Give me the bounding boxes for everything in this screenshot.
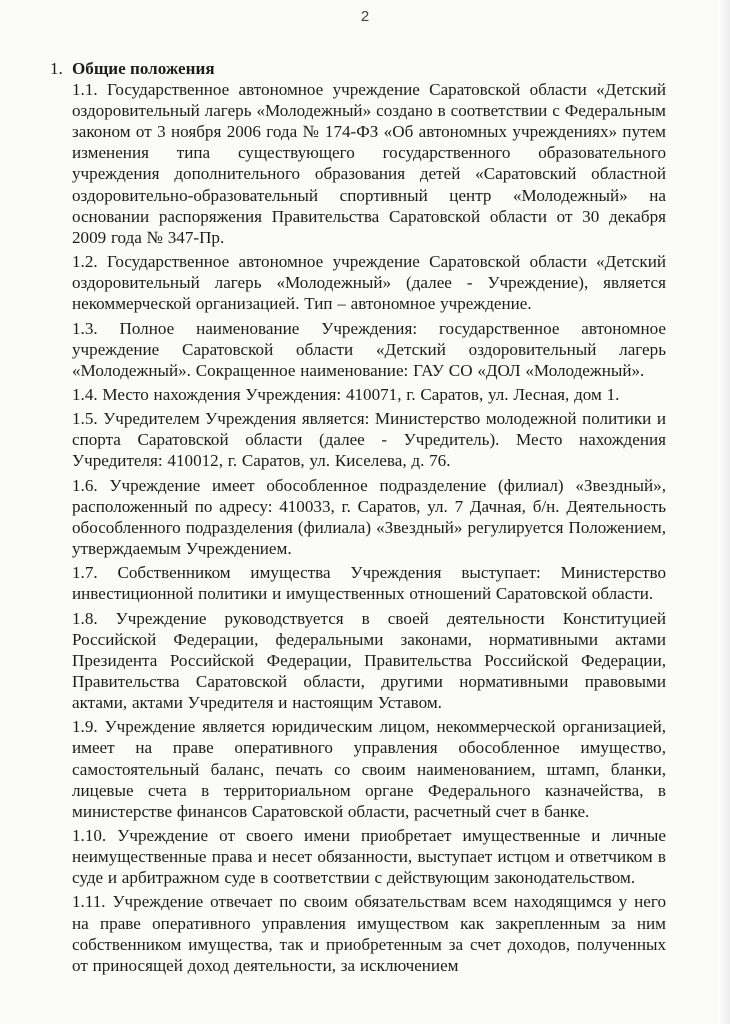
section-number: 1.: [50, 59, 63, 78]
paragraph-1-6: 1.6. Учреждение имеет обособленное подразделение (филиал) «Звездный», расположенный по адресу: 410033, г. Саратов, ул. 7 Дачная, б/н. Деятельность обособленного подразделения (филиала) «Звездный» регулируется Положением, утверждаемым Учреждением.: [72, 475, 666, 558]
paragraph-1-4: 1.4. Место нахождения Учреждения: 410071, г. Саратов, ул. Лесная, дом 1.: [72, 384, 620, 404]
paragraph-1-9: 1.9. Учреждение является юридическим лицом, некоммерческой организацией, имеет на праве оперативного управления обособленное имущество, самостоятельный баланс, печать со своим наименованием, штамп, бланки, лицевые счета в территориальном органе Федерального казначейства, в министерстве финансов Саратовской области, расчетный счет в банке.: [72, 717, 666, 821]
paragraph-1-3: 1.3. Полное наименование Учреждения: государственное автономное учреждение Саратовской области «Детский оздоровительный лагерь «Молодежный». Сокращенное наименование: ГАУ СО «ДОЛ «Молодежный».: [72, 318, 666, 380]
paragraph-1-2: 1.2. Государственное автономное учреждение Саратовской области «Детский оздоровительный лагерь «Молодежный» (далее - Учреждение), является некоммерческой организацией. Тип – автономное учреждение.: [72, 252, 666, 314]
document-body: [50, 58, 666, 979]
page-number: 2: [360, 8, 370, 25]
paragraph-1-10: 1.10. Учреждение от своего имени приобретает имущественные и личные неимущественные права и несет обязанности, выступает истцом и ответчиком в суде и арбитражном суде в соответствии с действующим законодательством.: [72, 825, 666, 888]
paragraph-1-7: 1.7. Собственником имущества Учреждения выступает: Министерство инвестиционной политики и имущественных отношений Саратовской области.: [72, 563, 666, 604]
paragraph-1-1: 1.1. Государственное автономное учреждение Саратовской области «Детский оздоровительный лагерь «Молодежный» создано в соответствии с Федеральным законом от 3 ноября 2006 года № 174-ФЗ «Об автономных учреждениях» путем изменения типа существующего государственного образовательного учреждения дополнительного образования детей «Саратовский областной оздоровительно-образовательный спортивный центр «Молодежный» на основании распоряжения Правительства Саратовской области от 30 декабря 2009 года № 347-Пр.: [72, 80, 666, 247]
paragraph-1-5: 1.5. Учредителем Учреждения является: Министерство молодежной политики и спорта Саратовской области (далее - Учредитель). Место нахождения Учредителя: 410012, г. Саратов, ул. Киселева, д. 76.: [72, 409, 666, 471]
paragraph-1-8: 1.8. Учреждение руководствуется в своей деятельности Конституцией Российской Федерации, федеральными законами, нормативными актами Президента Российской Федерации, Правительства Российской Федерации, Правительства Саратовской области, другими нормативными правовыми актами, актами Учредителя и настоящим Уставом.: [72, 608, 666, 713]
section-heading: [50, 58, 666, 79]
section-title: Общие положения: [72, 59, 215, 78]
page-edge: [718, 0, 730, 1024]
paragraph-1-11: 1.11. Учреждение отвечает по своим обязательствам всем находящимся у него на праве оперативного управления имуществом как закрепленным за ним собственником имущества, так и приобретенным за счет доходов, полученных от приносящей доход деятельности, за исключением: [72, 892, 666, 975]
